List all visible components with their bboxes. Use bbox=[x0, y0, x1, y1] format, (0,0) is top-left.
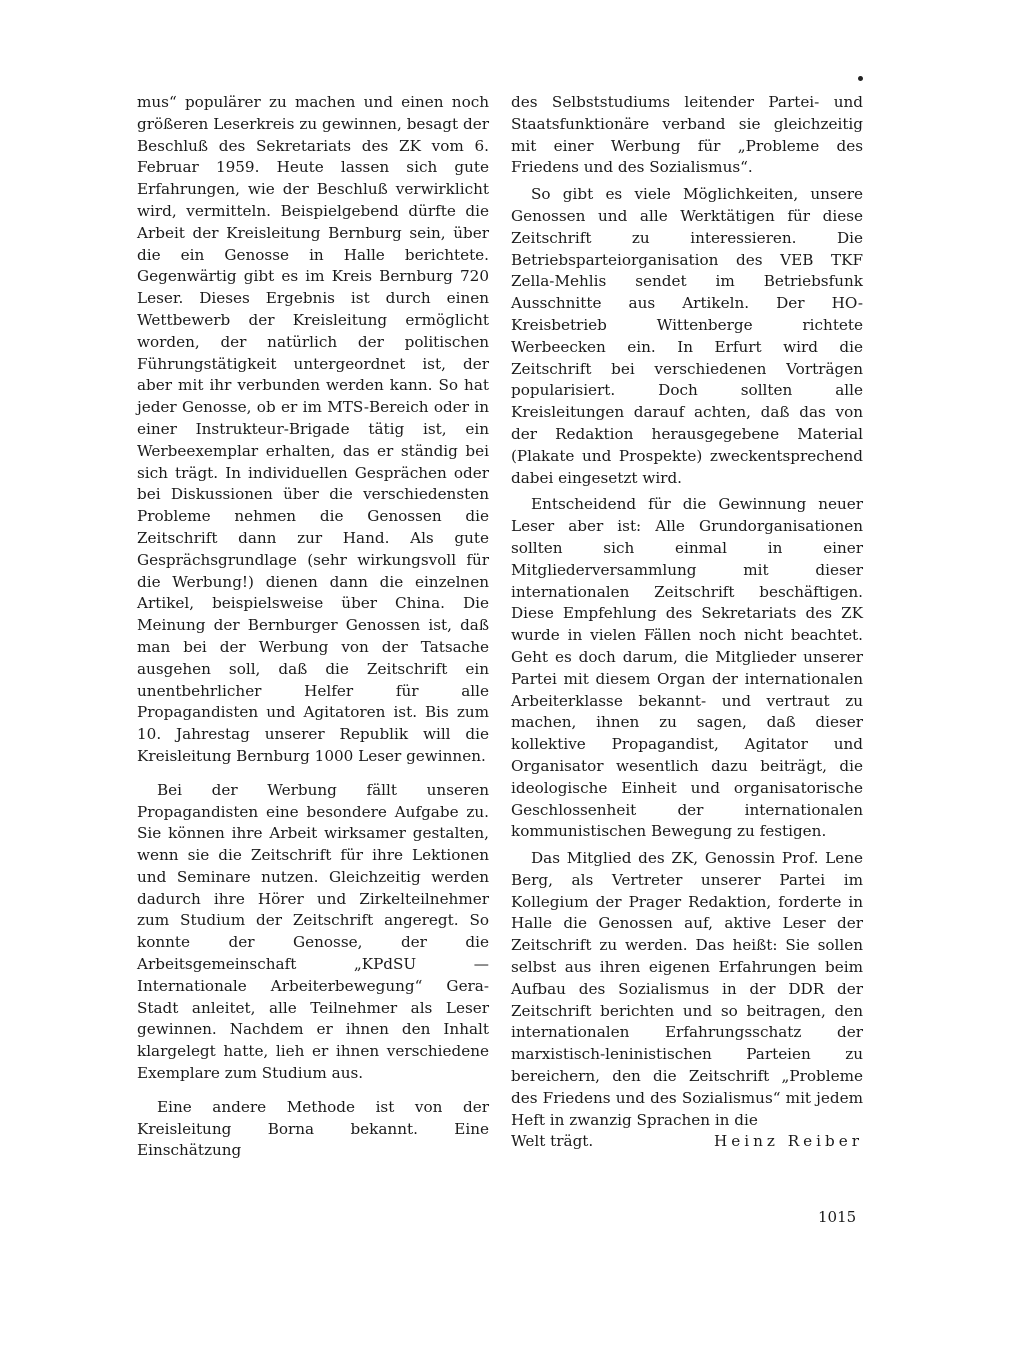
paragraph: des Selbststudiums leitender Partei- und Staatsfunktionäre verband sie gleichzeitig mit einer Werbung für „Probleme des Friedens und des Sozialismus“. bbox=[511, 93, 863, 177]
paragraph: mus“ populärer zu machen und einen noch größeren Leserkreis zu gewinnen, besagt der Beschluß des Sekretariats des ZK vom 6. Februar 1959. Heute lassen sich gute Erfahrungen, wie der Beschluß verwirklicht wird, vermitteln. Beispielgebend dürfte die Arbeit der Kreisleitung Bernburg sein, über die ein Genosse in Halle berichtete. Gegenwärtig gibt es im Kreis Bernburg 720 Leser. Dieses Ergebnis ist durch einen Wettbewerb der Kreisleitung ermöglicht worden, der natürlich der politischen Führungstätigkeit untergeordnet ist, der aber mit ihr verbunden werden kann. So hat jeder Genosse, ob er im MTS-Bereich oder in einer Instrukteur-Brigade tätig ist, ein Werbeexemplar erhalten, das er ständig bei sich trägt. In individuellen Gesprächen oder bei Diskussionen über die verschiedensten Probleme nehmen die Genossen die Zeitschrift dann zur Hand. Als gute Gesprächsgrundlage (sehr wirkungsvoll für die Werbung!) dienen dann die einzelnen Artikel, beispielsweise über China. Die Meinung der Bernburger Genossen ist, daß man bei der Werbung von der Tatsache ausgehen soll, daß die Zeitschrift ein unentbehrlicher Helfer für alle Propagandisten und Agitatoren ist. Bis zum 10. Jahrestag unserer Republik will die Kreisleitung Bernburg 1000 Leser gewinnen. bbox=[137, 93, 489, 765]
signature-line bbox=[511, 1131, 863, 1153]
author-name: Heinz Reiber bbox=[714, 1132, 863, 1151]
paragraph: Bei der Werbung fällt unseren Propagandisten eine besondere Aufgabe zu. Sie können ihre Arbeit wirksamer gestalten, wenn sie die Zeitschrift für ihre Lektionen und Seminare nutzen. Gleichzeitig werden dadurch ihre Hörer und Zirkelteilnehmer zum Studium der Zeitschrift angeregt. So konnte der Genosse, der die Arbeitsgemeinschaft „KPdSU — Internationale Arbeiterbewegung“ Gera-Stadt anleitet, alle Teilnehmer als Leser gewinnen. Nachdem er ihnen den Inhalt klargelegt hatte, lieh er ihnen verschiedene Exemplare zum Studium aus. bbox=[137, 780, 489, 1083]
paragraph: Das Mitglied des ZK, Genossin Prof. Lene Berg, als Vertreter unserer Partei im Kollegium der Prager Redaktion, forderte in Halle die Genossen auf, aktive Leser der Zeitschrift zu werden. Das heißt: Sie sollen selbst aus ihren eigenen Erfahrungen beim Aufbau des Sozialismus in der DDR der Zeitschrift berichten und so beitragen, den internationalen Erfahrungsschatz der marxistisch-leninistischen Parteien zu bereichern, den die Zeitschrift „Probleme des Friedens und des Sozialismus“ mit jedem Heft in zwanzig Sprachen in die bbox=[511, 849, 863, 1129]
print-mark bbox=[858, 76, 863, 81]
paragraph: Entscheidend für die Gewinnung neuer Leser aber ist: Alle Grundorganisationen sollten sich einmal in einer Mitgliederversammlung mit dieser internationalen Zeitschrift beschäftigen. Diese Empfehlung des Sekretariats des ZK wurde in vielen Fällen noch nicht beachtet. Geht es doch darum, die Mitglieder unserer Partei mit diesem Organ der internationalen Arbeiterklasse bekannt- und vertraut zu machen, ihnen zu sagen, daß dieser kollektive Propagandist, Agitator und Organisator wesentlich dazu beiträgt, die ideologische Einheit und organisatorische Geschlossenheit der internationalen kommunistischen Bewegung zu festigen. bbox=[511, 495, 863, 841]
page-number: 1015 bbox=[818, 1208, 857, 1226]
left-column bbox=[137, 92, 489, 1162]
paragraph: So gibt es viele Möglichkeiten, unsere Genossen und alle Werktätigen für diese Zeitschrift zu interessieren. Die Betriebsparteiorganisation des VEB TKF Zella-Mehlis sendet im Betriebsfunk Ausschnitte aus Artikeln. Der HO-Kreisbetrieb Wittenberge richtete Werbeecken ein. In Erfurt wird die Zeitschrift bei verschiedenen Vorträgen popularisiert. Doch sollten alle Kreisleitungen darauf achten, daß das von der Redaktion herausgegebene Material (Plakate und Prospekte) zweckentsprechend dabei eingesetzt wird. bbox=[511, 185, 863, 487]
right-column bbox=[511, 92, 863, 1153]
paragraph: Eine andere Methode ist von der Kreisleitung Borna bekannt. Eine Einschätzung bbox=[137, 1097, 489, 1160]
closing-text: Welt trägt. bbox=[511, 1132, 594, 1151]
